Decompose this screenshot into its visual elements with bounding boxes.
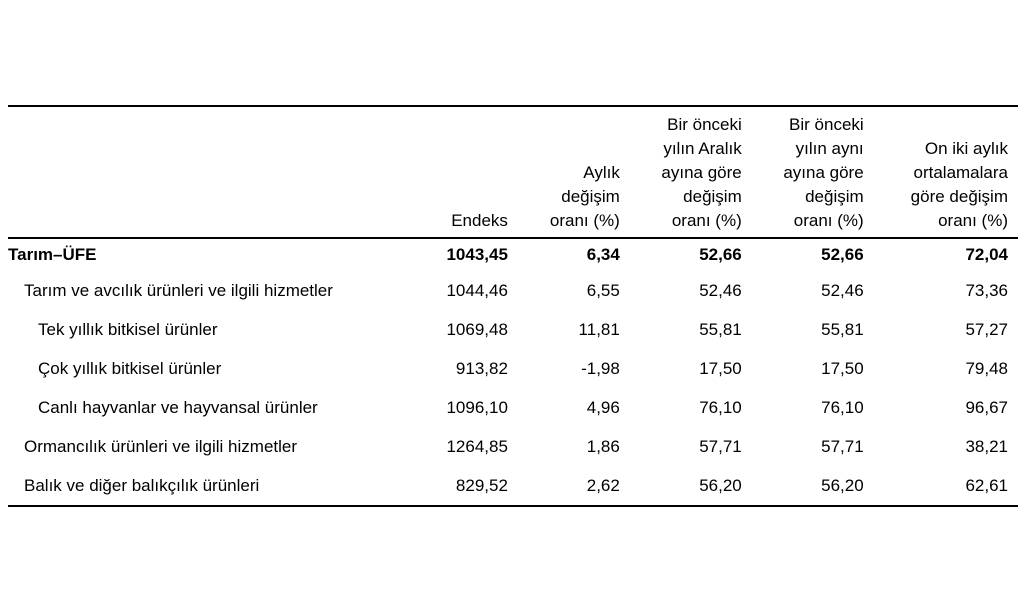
cell-aylik: 11,81 xyxy=(578,319,620,339)
header-ayni: Bir önceki yılın aynı ayına göre değişim oranı (%) xyxy=(783,115,864,230)
cell-ayni: 52,46 xyxy=(821,280,864,300)
cell-endeks: 1043,45 xyxy=(446,245,508,264)
cell-ayni: 76,10 xyxy=(821,397,864,417)
header-aralik: Bir önceki yılın Aralık ayına göre değişim oranı (%) xyxy=(661,115,742,230)
row-label: Ormancılık ürünleri ve ilgili hizmetler xyxy=(24,436,298,456)
row-label: Tarım ve avcılık ürünleri ve ilgili hizmetler xyxy=(24,280,333,300)
table-row xyxy=(8,310,1018,349)
table-row xyxy=(8,388,1018,427)
table-row-tarim-ufe xyxy=(8,239,1018,271)
cell-aylik: 6,34 xyxy=(586,245,620,264)
cell-aralik: 52,66 xyxy=(699,245,742,264)
cell-endeks: 1069,48 xyxy=(446,319,508,339)
cell-onikiaylik: 72,04 xyxy=(965,245,1008,264)
table-row xyxy=(8,349,1018,388)
cell-onikiaylik: 96,67 xyxy=(965,397,1008,417)
cell-onikiaylik: 57,27 xyxy=(965,319,1008,339)
cell-aylik: 1,86 xyxy=(586,436,620,456)
cell-onikiaylik: 38,21 xyxy=(965,436,1008,456)
header-label xyxy=(8,107,406,237)
header-aylik: Aylık değişim oranı (%) xyxy=(549,163,620,230)
cell-aralik: 57,71 xyxy=(699,436,742,456)
table-bottom-rule xyxy=(8,505,1018,507)
cell-endeks: 913,82 xyxy=(455,358,508,378)
cell-aralik: 52,46 xyxy=(699,280,742,300)
cell-endeks: 1044,46 xyxy=(446,280,508,300)
row-label: Tek yıllık bitkisel ürünler xyxy=(38,319,218,339)
ufe-table xyxy=(8,107,1018,237)
cell-aylik: 2,62 xyxy=(586,475,620,495)
ufe-table-container xyxy=(8,105,1018,507)
cell-onikiaylik: 73,36 xyxy=(965,280,1008,300)
header-onikiaylik: On iki aylık ortalamalara göre değişim oranı (%) xyxy=(910,139,1008,230)
cell-onikiaylik: 79,48 xyxy=(965,358,1008,378)
cell-aralik: 76,10 xyxy=(699,397,742,417)
row-label: Canlı hayvanlar ve hayvansal ürünler xyxy=(38,397,318,417)
cell-aylik: 6,55 xyxy=(586,280,620,300)
header-row xyxy=(8,107,1018,237)
cell-endeks: 1096,10 xyxy=(446,397,508,417)
cell-ayni: 17,50 xyxy=(821,358,864,378)
cell-ayni: 57,71 xyxy=(821,436,864,456)
cell-endeks: 1264,85 xyxy=(446,436,508,456)
cell-aylik: -1,98 xyxy=(581,358,620,378)
row-label: Çok yıllık bitkisel ürünler xyxy=(38,358,222,378)
header-endeks: Endeks xyxy=(451,211,508,230)
cell-ayni: 55,81 xyxy=(821,319,864,339)
table-row xyxy=(8,271,1018,310)
row-label: Tarım–ÜFE xyxy=(8,245,97,264)
cell-ayni: 56,20 xyxy=(821,475,864,495)
table-row xyxy=(8,466,1018,505)
cell-ayni: 52,66 xyxy=(821,245,864,264)
cell-aralik: 17,50 xyxy=(699,358,742,378)
cell-aylik: 4,96 xyxy=(586,397,620,417)
cell-aralik: 55,81 xyxy=(699,319,742,339)
cell-onikiaylik: 62,61 xyxy=(965,475,1008,495)
cell-aralik: 56,20 xyxy=(699,475,742,495)
table-row xyxy=(8,427,1018,466)
row-label: Balık ve diğer balıkçılık ürünleri xyxy=(24,475,260,495)
cell-endeks: 829,52 xyxy=(455,475,508,495)
ufe-table-body xyxy=(8,239,1018,505)
